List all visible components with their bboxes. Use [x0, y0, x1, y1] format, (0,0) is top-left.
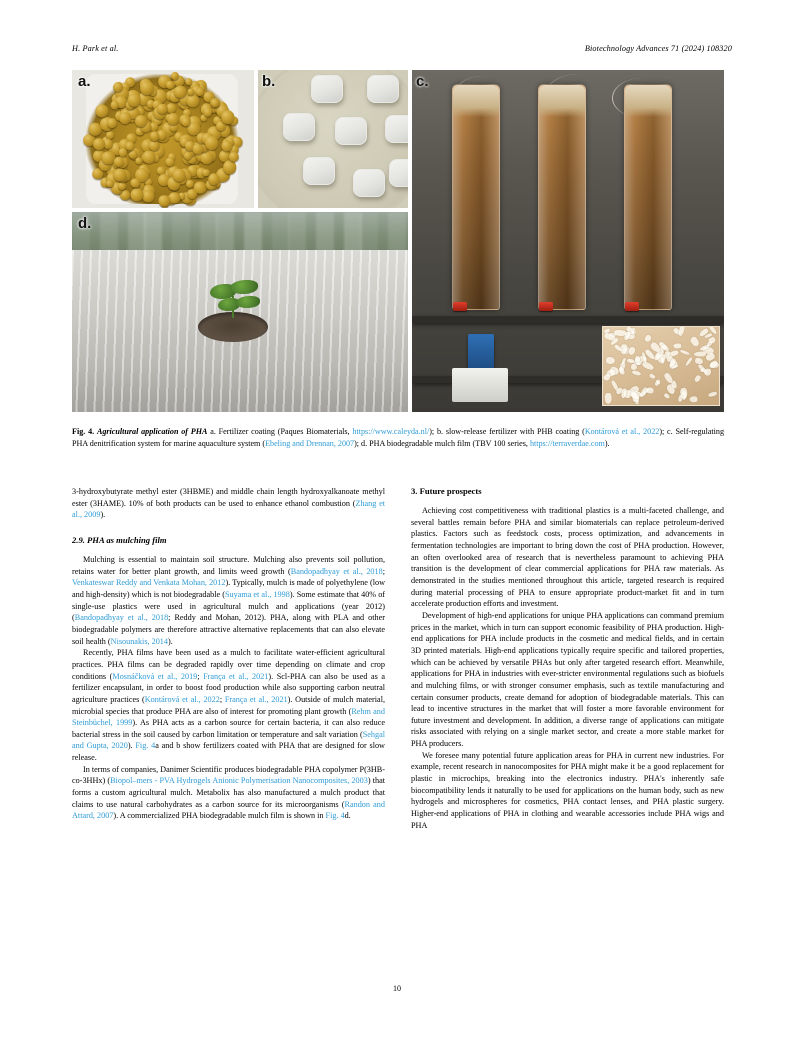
caption-part-b-end: ); c. Self-regulating PHA denitrification system for marine aquaculture system ( [72, 427, 725, 448]
p3-text-4: d. [344, 811, 351, 821]
blue-equipment-box [468, 334, 494, 372]
caption-ref-kontarova[interactable]: Kontárová et al., 2022 [584, 427, 660, 436]
bioreactor-column-1 [452, 84, 500, 310]
fertilizer-pellet [200, 151, 213, 164]
bioreactor-column-3 [624, 84, 672, 310]
fertilizer-pellet [120, 112, 132, 124]
p1-text-4: ). Some estimate that 40% of single-use plastics were used in agricultural mulch and applications (year 2012) ( [72, 589, 386, 623]
fertilizer-pellet [126, 142, 135, 151]
p1-text-2: ; [382, 566, 385, 576]
column-froth-1 [453, 85, 499, 117]
ref-biopolmers-2003[interactable]: Biopol–mers - PVA Hydrogels Anionic Polymerisation Nanocomposites, 2003 [110, 776, 368, 786]
pha-flake [673, 343, 681, 349]
plant-leaf-4 [236, 296, 260, 308]
running-head-left: H. Park et al. [72, 44, 119, 53]
fertilizer-pellet [181, 117, 190, 126]
ref-bandopadhyay-2018[interactable]: Bandopadhyay et al., 2018 [290, 566, 383, 576]
pha-flake [694, 357, 703, 365]
p1-text-1: Mulching is essential to maintain soil structure. Mulching also prevents soil pollution, retains water for better plant growth, and limits weed growth ( [72, 554, 385, 576]
fertilizer-pellet [119, 148, 127, 156]
caption-part-d-end: ). [604, 438, 610, 448]
ref-mosnackova-2019[interactable]: Mosnáčková et al., 2019 [112, 671, 198, 681]
p2-text-4: ; [219, 694, 225, 704]
ref-suyama-1998[interactable]: Suyama et al., 1998 [224, 589, 290, 599]
p3-text-1: In terms of companies, Danimer Scientific produces biodegradable PHA copolymer P(3HB-co-3HHx) ( [72, 764, 385, 786]
right-column [411, 486, 724, 831]
pha-flake [694, 374, 702, 383]
fertilizer-pellet [186, 94, 199, 107]
pha-flake [694, 352, 706, 357]
fertilizer-pellet [89, 123, 102, 136]
ref-kontarova-2022[interactable]: Kontárová et al., 2022 [144, 694, 220, 704]
paragraph-mulching-1 [72, 554, 385, 647]
left-column [72, 486, 385, 822]
pha-flake [708, 390, 718, 397]
ref-rehm-steinbuchel-1999[interactable]: Rehm and Steinbüchel, 1999 [72, 706, 385, 728]
ref-franca-2021[interactable]: França et al., 2021 [203, 671, 269, 681]
fertilizer-pellet [118, 182, 126, 190]
panel-label-a: a. [78, 73, 91, 90]
fertilizer-pellet [203, 169, 211, 177]
caption-part-a: a. Fertilizer coating (Paques Biomaterials, [210, 427, 350, 436]
caption-part-a-end: ); b. slow-release fertilizer with PHB coating ( [429, 427, 585, 436]
pha-flake [708, 336, 717, 345]
phb-coated-tablet [283, 113, 315, 141]
caption-title: Agricultural application of PHA [96, 427, 208, 436]
phb-coated-tablet [385, 115, 408, 143]
figure-panel-grid [72, 70, 724, 412]
pha-flake [677, 394, 683, 401]
fertilizer-pellet [173, 169, 186, 182]
page-number: 10 [393, 984, 401, 993]
fertilizer-pellet [150, 131, 160, 141]
paragraph-future-1: Achieving cost competitiveness with traditional plastics is a multi-faceted challenge, and several battles remain before PHA and similar biomaterials can replace petroleum-derived plastics. Factors such as feedstock costs, process optimization, and advancements in fermentation technologies are important to bring down the cost of PHA production. However, an often overlooked area of research that is nevertheless paramount to achieving PHA transition is the development of clear commercial applications for PHA raw materials. As demonstrated in the studies mentioned throughout this article, targeted research is required during material processing of PHA to ensure appropriate product-market fit and in turn accelerate production efforts and investment. [411, 506, 724, 609]
p1-text-6: ). [167, 636, 173, 646]
figure-panel-d [72, 212, 408, 412]
column-froth-3 [625, 85, 671, 117]
caption-part-c-end: ); d. PHA biodegradable mulch film (TBV 100 series, [354, 438, 528, 448]
pha-flake [628, 347, 636, 356]
phb-coated-tablet [367, 75, 399, 103]
fertilizer-pellet [143, 151, 156, 164]
fertilizer-pellet [120, 190, 130, 200]
fertilizer-pellet [96, 104, 109, 117]
phb-coated-tablet [303, 157, 335, 185]
p2-text-5: ). Outside of mulch material, microbial species that produce PHA are also of interest for promoting plant growth ( [72, 694, 386, 716]
pha-flake [614, 330, 627, 336]
p2-text-2: ; [197, 671, 204, 681]
caption-link-terraverdae[interactable]: https://terraverdae.com [529, 438, 605, 448]
fertilizer-pellet [187, 189, 197, 199]
pha-flake [685, 357, 693, 367]
pha-flake [689, 396, 698, 403]
p1-text-5: ; Reddy and Mohan, 2012). PHA, along with PLA and other biodegradable polymers are therefore attractive alternative replacements that can also elevate soil health ( [72, 613, 385, 646]
pha-flake [641, 361, 655, 372]
panel-label-b: b. [262, 73, 276, 90]
valve-1 [453, 302, 467, 311]
fertilizer-pellet [167, 113, 179, 125]
fertilizer-pellet [135, 157, 142, 164]
paragraph-continued [72, 486, 385, 521]
paragraph-future-3: We foresee many potential future application areas for PHA in current new industries. For example, recent research in nanocomposites for PHA might make it be a good replacement for plastic in microchips, breaking into the electronics industry. PHA's inherently safe biocompatibility lends it naturally to be used for applications on the human body, such as new hydrogels and microspheres for cosmetics, PHA contact lenses, and PHA plastic surgery. Higher-end applications of PHA in clothing and wearable accessories include PHA wigs and PHA [411, 750, 724, 830]
panel-label-d: d. [78, 215, 92, 232]
phb-coated-tablet [311, 75, 343, 103]
caption-ref-ebeling[interactable]: Ebeling and Drennan, 2007 [265, 438, 355, 448]
ref-nisounakis-2014[interactable]: Nisounakis, 2014 [110, 636, 168, 646]
ref-randon-attard-2007[interactable]: Randon and Attard, 2007 [72, 799, 385, 821]
p2-text-8: a and b show fertilizers coated with PHA that are designed for slow release. [72, 741, 385, 763]
paragraph-future-2: Development of high-end applications for unique PHA applications can command premium prices in the market, which in turn can support economic feasibility of PHA production. High-end applications for PHA include products in the cosmetic and medical fields, and in certain 3D printed materials. High-end applications typically require specific and tailored properties, which can be achieved by versatile PHAs but only after targeted research effort. Meanwhile, applications for PHA in industries with ever-stricter environmental regulations such as biofuels and mulching films, or with stronger consumer emphasis, such as textile manufacturing and certain consumer products, create demand for adoption of biodegradable materials. This can lead to incentive structures in the market that will foster a more favorable environment for future investment and development. In addition, a diverse range of applications can mitigate risks associated with relying on a single market sector, and create a more stable market for PHA producers. [411, 610, 724, 749]
p1-text-3: ). Typically, mulch is made of polyethylene (low and high-density) which is not biodegradable ( [72, 578, 385, 599]
pha-flake [680, 349, 691, 355]
caption-link-caleyda[interactable]: https://www.caleyda.nl/ [352, 427, 430, 436]
running-head-right: Biotechnology Advances 71 (2024) 108320 [584, 44, 732, 53]
fertilizer-pellet [223, 160, 237, 174]
phb-coated-tablet [335, 117, 367, 145]
p2-text-6: ). As PHA acts as a carbon source for certain bacteria, it can also reduce bacterial stress in the soil caused by carbon limitation or temperature and salt variation ( [72, 718, 385, 739]
pha-flake [646, 388, 654, 394]
figure-panel-b [258, 70, 408, 208]
ref-bandopadhyay-2018-b[interactable]: Bandopadhyay et al., 2018 [74, 613, 169, 623]
fertilizer-pellet [166, 103, 176, 113]
pha-flake [643, 333, 652, 343]
valve-2 [539, 302, 553, 311]
p2-text-1: Recently, PHA films have been used as a mulch to facilitate water-efficient agricultural practices. PHA films can be degraded rapidly over time depending on climate and crop conditions ( [72, 648, 385, 681]
fertilizer-pellet [211, 99, 219, 107]
fertilizer-pellet [157, 104, 167, 114]
pha-flake [605, 393, 612, 404]
fertilizer-pellet [135, 115, 147, 127]
pha-flake [656, 379, 661, 384]
para-cont-text-2: ). [100, 510, 106, 520]
pha-flake [606, 357, 616, 365]
pha-flake [704, 368, 712, 376]
running-head [72, 44, 732, 58]
ref-fig4-d[interactable]: Fig. 4 [325, 811, 345, 821]
fertilizer-pellet [93, 139, 105, 151]
fertilizer-pellet [143, 191, 154, 202]
ref-zhang-2009[interactable]: Zhang et al., 2009 [72, 498, 386, 520]
figure-caption [72, 426, 724, 449]
white-equipment-box [452, 368, 508, 402]
fertilizer-pellet [113, 82, 123, 92]
pha-flake [679, 326, 686, 337]
heading-3-future-prospects: 3. Future prospects [411, 486, 482, 496]
fertilizer-pellet [229, 152, 239, 162]
fertilizer-pellet [113, 169, 126, 182]
valve-3 [625, 302, 639, 311]
ref-venkateswar-reddy[interactable]: Venkateswar Reddy and Venkata Mohan, 2012 [72, 578, 226, 588]
fertilizer-pellet [169, 193, 180, 204]
p3-text-3: ). A commercialized PHA biodegradable mulch film is shown in [113, 811, 326, 821]
fertilizer-pellet [106, 180, 114, 188]
fertilizer-pellet [204, 108, 212, 116]
figure-panel-a [72, 70, 254, 208]
pha-flakes-inset [602, 326, 720, 406]
fertilizer-pellet [106, 131, 114, 139]
phb-coated-tablet [353, 169, 385, 197]
ref-fig4-a[interactable]: Fig. 4 [135, 741, 156, 751]
ref-franca-2021-b[interactable]: França et al., 2021 [224, 694, 288, 704]
heading-2-9: 2.9. PHA as mulching film [72, 534, 167, 545]
shelf-upper [412, 316, 724, 323]
figure-panel-c [412, 70, 724, 412]
fertilizer-pellet [131, 188, 144, 201]
p2-text-7: ). [127, 741, 136, 751]
fertilizer-pellet [111, 101, 120, 110]
caption-number: Fig. 4. [72, 427, 95, 436]
pha-flake [689, 336, 700, 348]
para-cont-text-1: 3-hydroxybutyrate methyl ester (3HBME) and middle chain length hydroxyalkanoate methyl ester (3HAME). 10% of both products can be used to enhance ethanol combustion ( [72, 487, 385, 508]
paragraph-mulching-3 [72, 764, 385, 822]
phb-coated-tablet [389, 159, 408, 187]
panel-label-c: c. [416, 73, 429, 90]
bioreactor-column-2 [538, 84, 586, 310]
fertilizer-pellet [140, 81, 154, 95]
fertilizer-pellet-bed [86, 74, 238, 204]
column-froth-2 [539, 85, 585, 117]
p2-text-3: ). Scl-PHA can also be used as a fertilizer encapsulant, in order to boost food production while also supporting carbon neutral agriculture practices ( [72, 671, 386, 704]
fertilizer-pellet [107, 118, 117, 128]
paragraph-mulching-2 [72, 647, 385, 764]
fertilizer-pellet [205, 137, 219, 151]
pha-flake [631, 370, 641, 377]
pha-flake [649, 373, 657, 380]
figure-4 [72, 70, 724, 412]
petri-dish [258, 70, 408, 208]
fertilizer-pellet [128, 94, 141, 107]
ref-sehgal-gupta-2020[interactable]: Sehgal and Gupta, 2020 [72, 729, 385, 751]
p3-text-2: ) that forms a custom agricultural mulch. Metabolix has also manufactured a mulch product that claims to use natural carbohydrates as a carbon source for its microorganisms ( [72, 776, 385, 809]
